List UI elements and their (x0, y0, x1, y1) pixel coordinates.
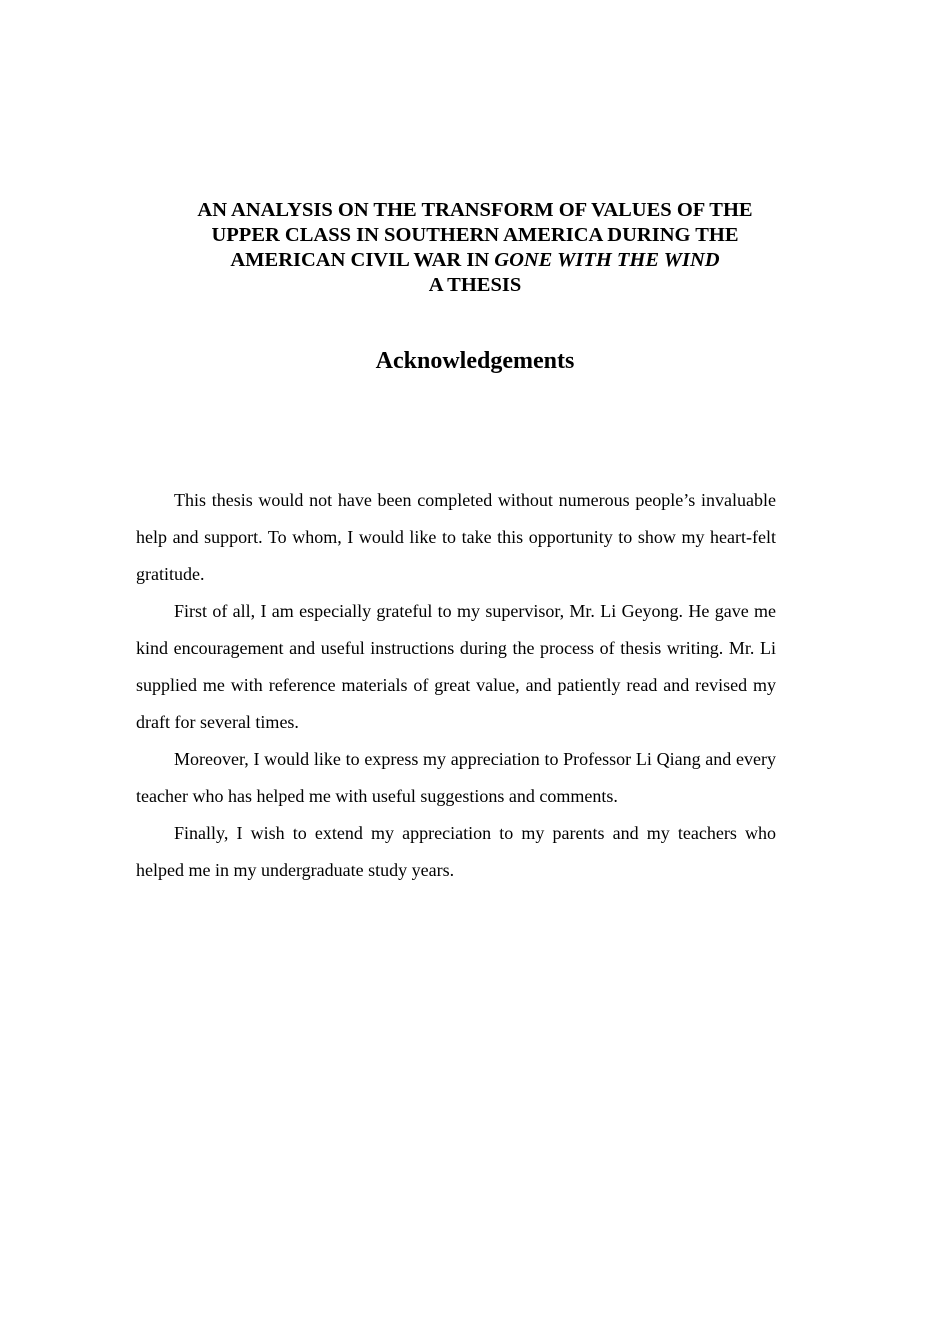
thesis-title (136, 198, 814, 298)
title-line-2: UPPER CLASS IN SOUTHERN AMERICA DURING THE (211, 224, 739, 246)
thesis-subtitle: A THESIS (428, 274, 522, 296)
paragraph: Finally, I wish to extend my appreciation to my parents and my teachers who helped me in my undergraduate study years. (136, 823, 776, 880)
book-title: GONE WITH THE WIND (494, 249, 720, 271)
paragraph: Moreover, I would like to express my appreciation to Professor Li Qiang and every teacher who has helped me with useful suggestions and comments. (136, 749, 776, 806)
title-line-1: AN ANALYSIS ON THE TRANSFORM OF VALUES OF THE (197, 199, 753, 221)
title-line-3 (136, 248, 814, 273)
acknowledgements-heading: Acknowledgements (375, 348, 575, 374)
paragraph: This thesis would not have been completed without numerous people’s invaluable help and support. To whom, I would like to take this opportunity to show my heart-felt gratitude. (136, 490, 776, 584)
acknowledgements-body (136, 482, 776, 889)
paragraph: First of all, I am especially grateful to my supervisor, Mr. Li Geyong. He gave me kind encouragement and useful instructions during the process of thesis writing. Mr. Li supplied me with reference materials of great value, and patiently read and revised my draft for several times. (136, 601, 776, 732)
title-line-3-text: AMERICAN CIVIL WAR IN (230, 249, 495, 271)
